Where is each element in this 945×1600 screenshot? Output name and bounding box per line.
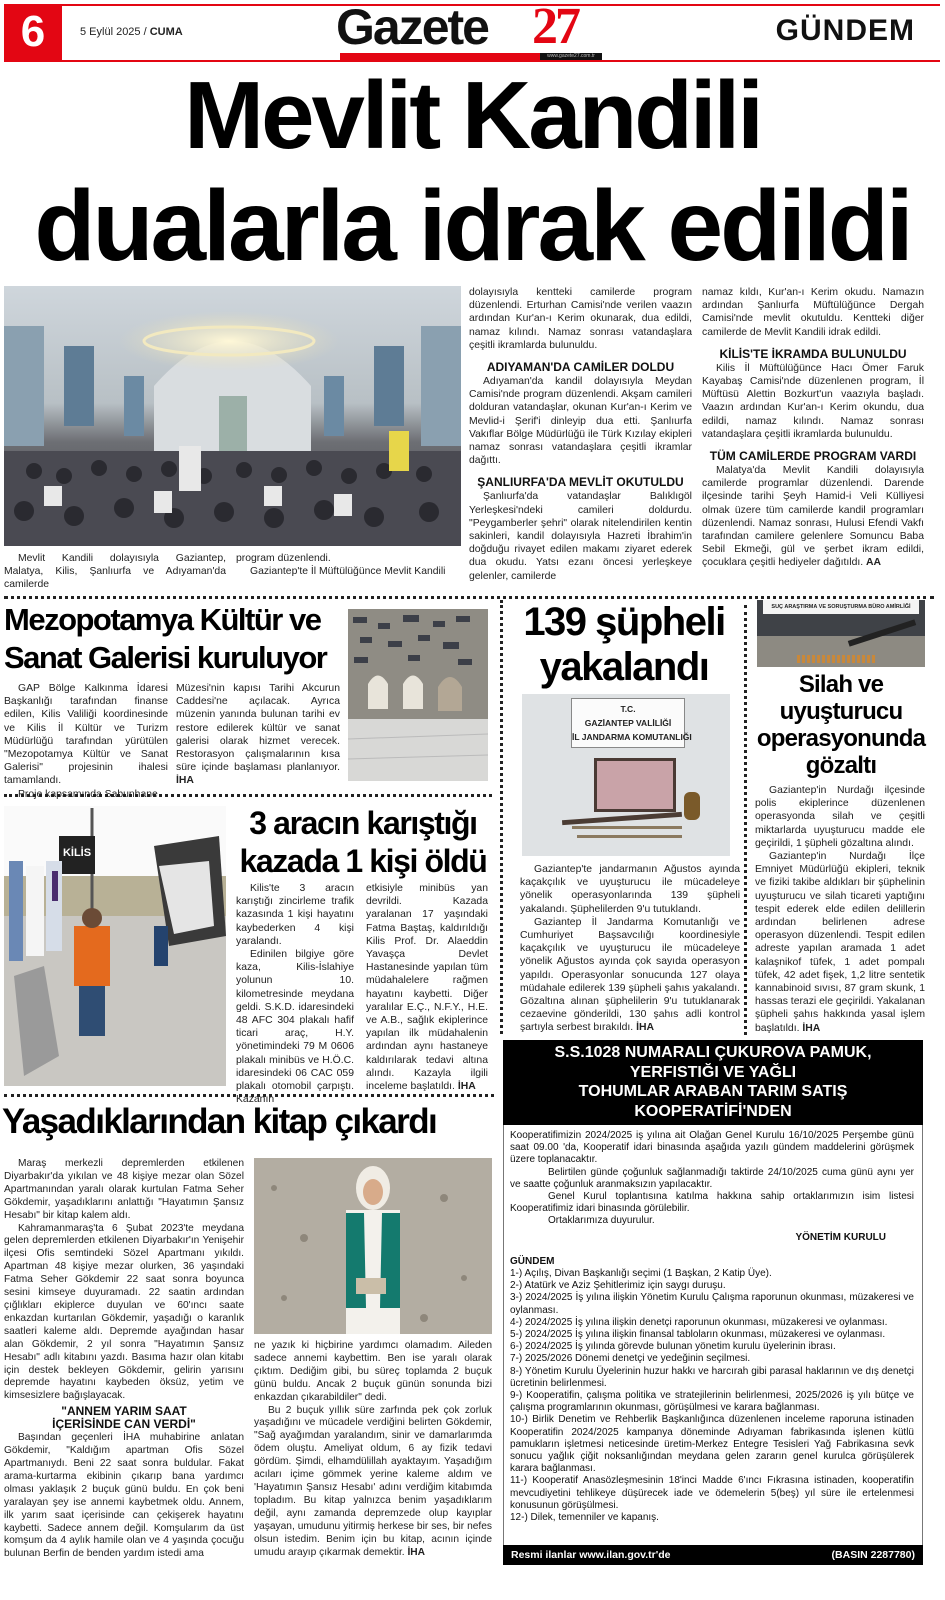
agenda-item: 3-) 2024/2025 İş yılına ilişkin Yönetim Kurulu Çalışma raporunun okunması, müzakeresi ve oylanması.: [510, 1292, 914, 1316]
book-subhead-line1: "ANNEM YARIM SAAT: [61, 1404, 187, 1419]
rifle-shape: [562, 812, 682, 825]
framed-embroidery: [594, 758, 676, 812]
photo-banner: SUÇ ARAŞTIRMA VE SORUŞTURMA BÜRO AMİRLİĞİ: [763, 600, 919, 614]
accident-headline-line1: 3 aracın karıştığı: [249, 805, 477, 841]
agenda-item: 8-) Yönetim Kurulu Üyelerinin huzur hakkı ve harcırah gibi parasal haklarının ve dış denetçi ücretinin belirlenmesi.: [510, 1365, 914, 1389]
notice-footer: [503, 1545, 923, 1565]
accident-headline-line2: kazada 1 kişi öldü: [239, 843, 487, 879]
notice-paragraph-4: Ortaklarımıza duyurulur.: [548, 1215, 655, 1227]
source-credit: İHA: [457, 1081, 476, 1093]
adiyaman-text: Adıyaman'da kandil dolayısıyla Meydan Camisi'nde program düzenlendi. Akşam camileri dolduran vatandaşlar, okunan Kur'an-ı Kerim ve Mevlid-i Şerif'i dinleyip dua etti. Şanlıurfa Vakıflar Bölge Müdürlüğü ile Türk Kızılay ekipleri namaz sonrası vatandaşlara çeşitli ikramlar dağıttı.: [469, 376, 692, 467]
issue-date: 5 Eylül 2025 / CUMA: [80, 26, 183, 38]
jandarma-sign: [571, 698, 692, 748]
notice-title-line1: S.S.1028 NUMARALI ÇUKUROVA PAMUK,: [554, 1044, 872, 1061]
notice-footer-right: (BASIN 2287780): [831, 1549, 915, 1561]
notice-signature: YÖNETİM KURULU: [795, 1231, 886, 1243]
lead-col3-text: dolayısıyla kentteki camilerde program düzenlendi. Erturhan Camisi'nde verilen vaazın ardından Kur'an-ı Kerim okunarak, dua edildi, namaz kılındı. Namaz sonrası vatandaşlara çeşitli ikramlarda bulunuldu.: [469, 287, 692, 351]
agenda-item: 5-) 2024/2025 İş yılına ilişkin finansal tabloların okunması, müzakeresi ve oylanması.: [510, 1329, 886, 1341]
divider: [4, 794, 492, 797]
weapons-text-2: Gaziantep'in Nurdağı İlçe Emniyet Müdürlüğü ekipleri, teknik ve fiziki takibe aldıkları bir şüphelinin uyuşturucu ve silah ticareti yaptığını tespit ederek elde edilen delillerin ardından belirlenen adrese operasyon düzenlendi. Tespit edilen adreste yapılan aramada 1 adet kalaşnikof tüfek, 1 adet pompalı tüfek, 42 adet fişek, 1,2 litre sentetik kannabinoid sıvısı, 87 gram skunk, 1 hassas terazi ele geçirildi. Yakalanan şüpheli şahıs hakkında yasal işlem başlatıldı.: [755, 851, 926, 1034]
gallery-text-1: GAP Bölge Kalkınma İdaresi Başkanlığı tarafından finanse edilen, Kilis Valiliği koordinesinde ve Kilis İl Kültür ve Turizm Müdürlüğü tarafından yürütülen "Mezopotamya Kültür ve Sanat Galerisi" projesinin ihalesi tamamlandı.: [4, 683, 168, 787]
notice-intro: Kooperatifimizin 2024/2025 iş yılına ait Olağan Genel Kurulu 16/10/2025 Perşembe günü saat 09.00 'da, Kooperatif idari binasında aşağıda yazılı gündem maddelerini görüşmek üzere toplanacaktır.: [510, 1130, 914, 1166]
agenda-item: 12-) Dilek, temenniler ve kapanış.: [510, 1512, 659, 1524]
agenda-item: 9-) Kooperatifin, çalışma politika ve stratejilerinin belirlenmesi, 2025/2026 iş yılı bütçe ve çalışma programlarının okunması, görüşülmesi ve karara bağlanması.: [510, 1390, 914, 1414]
gallery-col1: [4, 682, 168, 801]
logo-wordmark: Gazete: [336, 4, 488, 52]
book-col2: [254, 1340, 492, 1559]
logo-url: www.gazete27.com.tr: [540, 53, 602, 60]
notice-title-line4: KOOPERATİFİ'NDEN: [634, 1102, 792, 1120]
mosque-interior-photo: [4, 286, 461, 546]
book-subhead-line2: İÇERİSİNDE CAN VERDİ": [52, 1417, 196, 1432]
agenda-item: 11-) Kooperatif Anasözleşmesinin 18'inci Madde 6'ıncı Fıkrasına istinaden, kooperatifin mevcudiyetini tehlikeye düşürecek iade ve ödemelerin 5(beş) yıl süre ile ertelenmesi konusunun görüşülmesi.: [510, 1475, 914, 1511]
sanliurfa-text: Şanlıurfa'da vatandaşlar Balıklıgöl Yerleşkesi'ndeki camileri doldurdu. "Peygamberler şehri" olarak nitelendirilen kentin sakinleri, kandil dolayısıyla Hazreti İbrahim'in doğduğu rivayet edilen makamı ziyaret ederek dua okudu. Yatsı ezanı öncesi yerleşkeye gelenler, camilerde: [469, 491, 692, 582]
divider: [744, 605, 747, 1035]
agenda-list: [510, 1268, 914, 1524]
sword-shape: [572, 826, 682, 829]
agenda-item: 7-) 2025/2026 Dönemi denetçi ve yedeğinin seçilmesi.: [510, 1353, 751, 1365]
agenda-item: 10-) Birlik Denetim ve Rehberlik Başkanlığınca düzenlenen inceleme raporuna istinaden Kooperatifin 2024/2025 kampanya döneminde Adıyaman fabrikasında işlenen kütlü pamukların işletmesi neticesinde üretim-Merkez Entegre Tesisleri Yağ Fabrikasına sevk sonucu yağlık çiğit noksanlığından meydana gelen zararın genel kurulca görüşülerek karara bağlanması.: [510, 1414, 914, 1475]
weapons-headline-line1: Silah ve: [798, 671, 884, 698]
stone-building-photo: [348, 609, 488, 781]
agenda-title: GÜNDEM: [510, 1255, 555, 1267]
subhead-adiyaman: ADIYAMAN'DA CAMİLER DOLDU: [486, 360, 675, 375]
notice-title: [503, 1040, 923, 1125]
accident-text-2: Edinilen bilgiye göre kaza, Kilis-İslahiye yolunun 10. kilometresinde meydana geldi. S.K.D. idaresindeki 48 AFC 304 plakalı hafif ticari araç, H.Y. yönetimindeki 79 M 0606 plakalı minibüs ve H.Ö.C. idaresindeki 06 CAC 059 plakalı otomobil çarpıştı. Kazanın: [236, 949, 354, 1106]
sign-line3: İL JANDARMA KOMUTANLIĞI: [572, 732, 692, 742]
sword-shape: [577, 835, 682, 838]
suspects-text-2: Gaziantep İl Jandarma Komutanlığı ve Cumhuriyet Başsavcılığı koordinesiyle kaçakçılık ve uyuşturucu ile mücadeleye yönelik Ağustos ayında çok sayıda operasyon yapıldı. Operasyonlar sonucunda 127 olaya müdahale edilerek 139 şüpheli şahıs yakalandı. Gözaltına alınan şüphelilerin 9'u tutuklanarak cezaevine gönderildi, 130 şahıs adli kontrol şartıyla serbest bırakıldı.: [520, 916, 740, 1034]
gallery-headline: [4, 601, 344, 677]
subhead-kilis: KİLİS'TE İKRAMDA BULUNULDU: [719, 346, 907, 361]
agenda-item: 1-) Açılış, Divan Başkanlığı seçimi (1 Başkan, 2 Katip Üye).: [510, 1268, 772, 1280]
suspects-headline-line1: 139 şüpheli: [523, 600, 725, 644]
sign-line1: T.C.: [620, 704, 636, 714]
weapons-text-1: Gaziantep'in Nurdağı ilçesinde polis ekiplerince düzenlenen operasyonda silah ve çeşitli miktarlarda uyuşturucu madde ele geçirildi, 1 şüpheli gözaltına alındı.: [755, 785, 925, 849]
lead-caption-col2: [236, 552, 458, 578]
notice-footer-left: Resmi ilanlar www.ilan.gov.tr'de: [511, 1549, 671, 1561]
source-credit: İHA: [407, 1546, 425, 1558]
subhead-tum-camiler: TÜM CAMİLERDE PROGRAM VARDI: [709, 449, 917, 464]
tum-camiler-text: Malatya'da Mevlit Kandili dolayısıyla camilerde programlar düzenlendi. Darende ilçesinde tarihi Şeyh Hamid-i Veli Külliyesi olmak üzere tüm camilerde kandil programları düzenlendi. Namaz sonrası, Hulusi Efendi Vakfı tarafından camilere gelenlere Somuncu Baba Sebil Ekmeği, gül ve şerbet ikram edildi, çocuklara çeşitli hediyeler dağıtıldı.: [702, 465, 924, 569]
agenda-item: 2-) Atatürk ve Aziz Şehitlerimiz için saygı duruşu.: [510, 1280, 726, 1292]
book-text-3: Başından geçenleri İHA muhabirine anlatan Gökdemir, "Kaldığım apartman Ofis Sözel Apartmanıydı. Beni 22 saat sonra buldular. Fakat arama-kurtarma ekibinin çıkarıp bana yardımcı olması yaklaşık 2 buçuk günü buldu. En çok beni yaralayan şey ise annemi kaybetmek oldu. Annem, ilk yarım saat içerisinde can çekişerek hayatını kaybetti. Sadece annem değil. Komşularım da üst komşum da 4 aylık hamile olan ve 4 yaşında çocuğu bulunan Berfin de benden yardım istedi ama: [4, 1432, 244, 1560]
source-credit: İHA: [176, 775, 194, 787]
gallery-text-3: Müzesi'nin kapısı Tarihi Akcurun Caddesi'ne açılacak. Ayrıca müzenin yanında bulunan tarihi ev restore edilerek kültür ve sanat galerisi olarak hizmet verecek. Restorasyon çalışmalarının kısa süre içinde başlaması planlanıyor.: [176, 683, 340, 774]
sign-line2: GAZİANTEP VALİLİĞİ: [584, 718, 672, 728]
stone-building-graphic: [348, 609, 488, 781]
gallery-headline-line2: Sanat Galerisi kuruluyor: [4, 640, 327, 675]
suspects-headline: [506, 600, 742, 690]
agenda-item: 6-) 2024/2025 İş yılında görevde bulunan yönetim kurulu üyelerinin ibrası.: [510, 1341, 836, 1353]
accident-photo: [4, 806, 226, 1086]
lead-column-4: [702, 286, 924, 570]
notice-body: [503, 1125, 923, 1545]
date-text: 5 Eylül 2025: [80, 26, 141, 38]
seized-items-photo: [522, 694, 730, 856]
lead-caption-text: Mevlit Kandili dolayısıyla Gaziantep, Malatya, Kilis, Şanlıurfa ve Adıyaman'da camilerde: [4, 553, 226, 591]
accident-text-1: Kilis'te 3 aracın karıştığı zincirleme trafik kazasında 1 kişi hayatını kaybederken 4 kişi yaralandı.: [236, 883, 354, 947]
lead-headline-line2: dualarla idrak edildi: [34, 170, 911, 282]
notice-paragraph-3: Genel Kurul toplantısına katılma hakkına sahip ortaklarımızın isim listesi Kooperatifimiz idari binasında görülebilir.: [510, 1191, 914, 1215]
author-photo: [254, 1158, 492, 1334]
notice-title-line2: YERFISTIĞI VE YAĞLI: [629, 1063, 797, 1081]
source-credit: İHA: [802, 1022, 821, 1034]
suspects-headline-line2: yakalandı: [539, 645, 709, 689]
lead-caption-text2: program düzenlendi.: [236, 553, 331, 564]
lead-caption-col1: [4, 552, 226, 592]
book-text-4: ne yazık ki hiçbirine yardımcı olamadım. Aileden sadece annemi kaybettim. Ben ise yaralı olarak çıktım. Dediğim gibi, bu süreç toplamda 2 buçuk günü buldu. Ancak 2 buçuk günün sonunda bizi enkazdan çıkarabildiler" dedi.: [254, 1340, 492, 1403]
suspects-body: [520, 863, 740, 1035]
source-credit: AA: [866, 557, 882, 569]
logo-number: 27: [532, 4, 578, 52]
section-title: GÜNDEM: [775, 14, 915, 47]
page-number: 6: [4, 4, 62, 60]
gallery-headline-line1: Mezopotamya Kültür ve: [4, 602, 321, 637]
bullets-row: [797, 655, 877, 663]
book-col1: [4, 1158, 244, 1561]
weapons-body: [755, 784, 925, 1035]
gallery-text-2: Proje kapsamında Sabunhane: [18, 788, 158, 800]
accident-col2: [366, 882, 488, 1093]
logo-underline-bar: [340, 53, 540, 60]
mosque-photo-graphic: [4, 286, 461, 546]
divider: [500, 600, 503, 1034]
weapons-headline-line4: gözaltı: [805, 752, 877, 779]
lead-caption-text3: Gaziantep'te İl Müftülüğünce Mevlit Kandili: [250, 566, 446, 578]
accident-col1: [236, 882, 354, 1106]
accident-headline: [232, 804, 494, 880]
subhead-sanliurfa: ŞANLIURFA'DA MEVLİT OKUTULDU: [477, 475, 684, 490]
lead-col4-text: namaz kıldı, Kur'an-ı Kerim okudu. Namazın ardından Şanlıurfa Müftülüğünce Dergah Camisi'nde mevlit okutuldu. Kentteki diğer camilerde de Mevlit Kandili idrak edildi.: [702, 287, 924, 338]
source-credit: İHA: [636, 1022, 654, 1034]
lead-column-3: [469, 286, 692, 583]
weapons-headline-line3: operasyonunda: [756, 725, 926, 752]
weapons-headline-line2: uyuşturucu: [779, 698, 903, 725]
book-text-5: Bu 2 buçuk yıllık süre zarfında pek çok zorluk yaşadığını ve mücadele verdiğini belirten Gökdemir, "Sağ ayağımdan yaralandım, sinir ve damarlarımda ödem oluştu. Ameliyat oldum, 6 ay fizik tedavi gördüm. Şimdi, elhamdülillah ayaktayım. Yaşadığım acıları içime gömmek yerine kaleme aldım ve 'Hayatımın Şansız Hesabı' adını verdiğim kitabımda topladım. Bu kitap yalnızca benim yaşadıklarım değil, aynı zamanda depremzede olup kayıplar yaşayan, umudunu yitirmiş herkese bir ses, bir nefes olsun istedim. Benim için bu kitap, acının içinde umudu arayıp çıkarmak demektir.: [254, 1404, 492, 1558]
divider: [4, 1094, 494, 1097]
suspects-text-1: Gaziantep'te jandarmanın Ağustos ayında kaçakçılık ve uyuşturucu ile mücadeleye yönelik operasyonlarında 139 şüpheli yakalandı. Şüphelilerden 9'u tutuklandı.: [520, 864, 740, 915]
gallery-col2: [176, 682, 340, 788]
kilis-sign-text: KİLİS: [62, 847, 92, 859]
weekday-text: CUMA: [149, 26, 183, 38]
gazete27-logo[interactable]: [336, 4, 602, 52]
weapons-photo: [757, 600, 925, 667]
book-text-1: Maraş merkezli depremlerden etkilenen Diyarbakır'da yıkılan ve 48 kişiye mezar olan Sözel Apartmanından yaralı olarak kurtulan Fatma Seher Gökdemir, yaşadıklarını anlattığı "Hayatımın Şansız Hesabı" bir kitap kalem aldı.: [4, 1158, 244, 1221]
agenda-item: 4-) 2024/2025 İş yılına ilişkin denetçi raporunun okunması, müzakeresi ve oylanması.: [510, 1316, 888, 1328]
divider: [4, 596, 934, 599]
accident-text-3: etkisiyle minibüs yan devrildi. Kazada yaralanan 17 yaşındaki Fatma Baştaş, kaldırıldığı Kilis Prof. Dr. Alaeddin Yavaşça Devlet Hastanesinde yapılan tüm müdahalelere rağmen hayatını kaybetti. Diğer yaralılar E.Ç., N.F.Y., H.E. ve A.B., sağlık ekiplerince yapılan ilk müdahalenin ardından aynı hastaneye kaldırılarak tedavi altına alındı. Kazayla ilgili inceleme başlatıldı.: [366, 883, 488, 1093]
notice-title-line3: TOHUMLAR ARABAN TARIM SATIŞ: [578, 1083, 848, 1100]
samovar-shape: [684, 792, 700, 820]
book-text-2: Kahramanmaraş'ta 6 Şubat 2023'te meydana gelen depremlerden etkilenen Diyarbakır'ın Yenişehir ilçesi Ofis semtindeki Sözel Apartmanı yıkıldı. Apartman 48 kişiye mezar olurken, 36 yaşındaki Fatma Seher Gökdemir 22 saat sonra boyunca sesini kimseye duyuramadı. 22 saatin ardından çığlıkları ekiplerce duyulan ve 60'ıncı saate enkazdan kurtarılan Gökdemir, yaşadığı o karanlık saatleri kaleme aldı. Depremde ayağından hasar alan Gökdemir, 2 yıl sonra "Hayatımın Şansız Hesabı" adlı kitabını yazdı. Basıma hazır olan kitabı için destek bekleyen Gökdemir, gelirin yarısını depremde hayatını kaybeden öksüz, yetim ve kimsesizlere bağışlayacak.: [4, 1222, 244, 1402]
weapons-headline: [752, 671, 930, 779]
book-subhead: [4, 1405, 244, 1431]
notice-paragraph-2: Belirtilen günde çoğunluk sağlanmadığı taktirde 24/10/2025 cuma günü aynı yer ve saatte çoğunluk aranmaksızın yapılacaktır.: [510, 1166, 914, 1190]
accident-photo-graphic: [4, 806, 226, 1086]
kilis-text: Kilis İl Müftülüğünce Hacı Ömer Faruk Kayabaş Camisi'nde düzenlenen program, İl Müftüsü Alettin Bozkurt'un vaazıyla başladı. Vaazın ardından Kur'an-ı Kerim okundu, dua edildi, namaz kılındı. Namaz sonrası vatandaşlara çeşitli ikramlarda bulunuldu.: [702, 362, 924, 440]
book-headline: Yaşadıklarından kitap çıkardı: [2, 1102, 437, 1141]
lead-headline-line1: Mevlit Kandili: [184, 62, 761, 169]
author-photo-graphic: [254, 1158, 492, 1334]
